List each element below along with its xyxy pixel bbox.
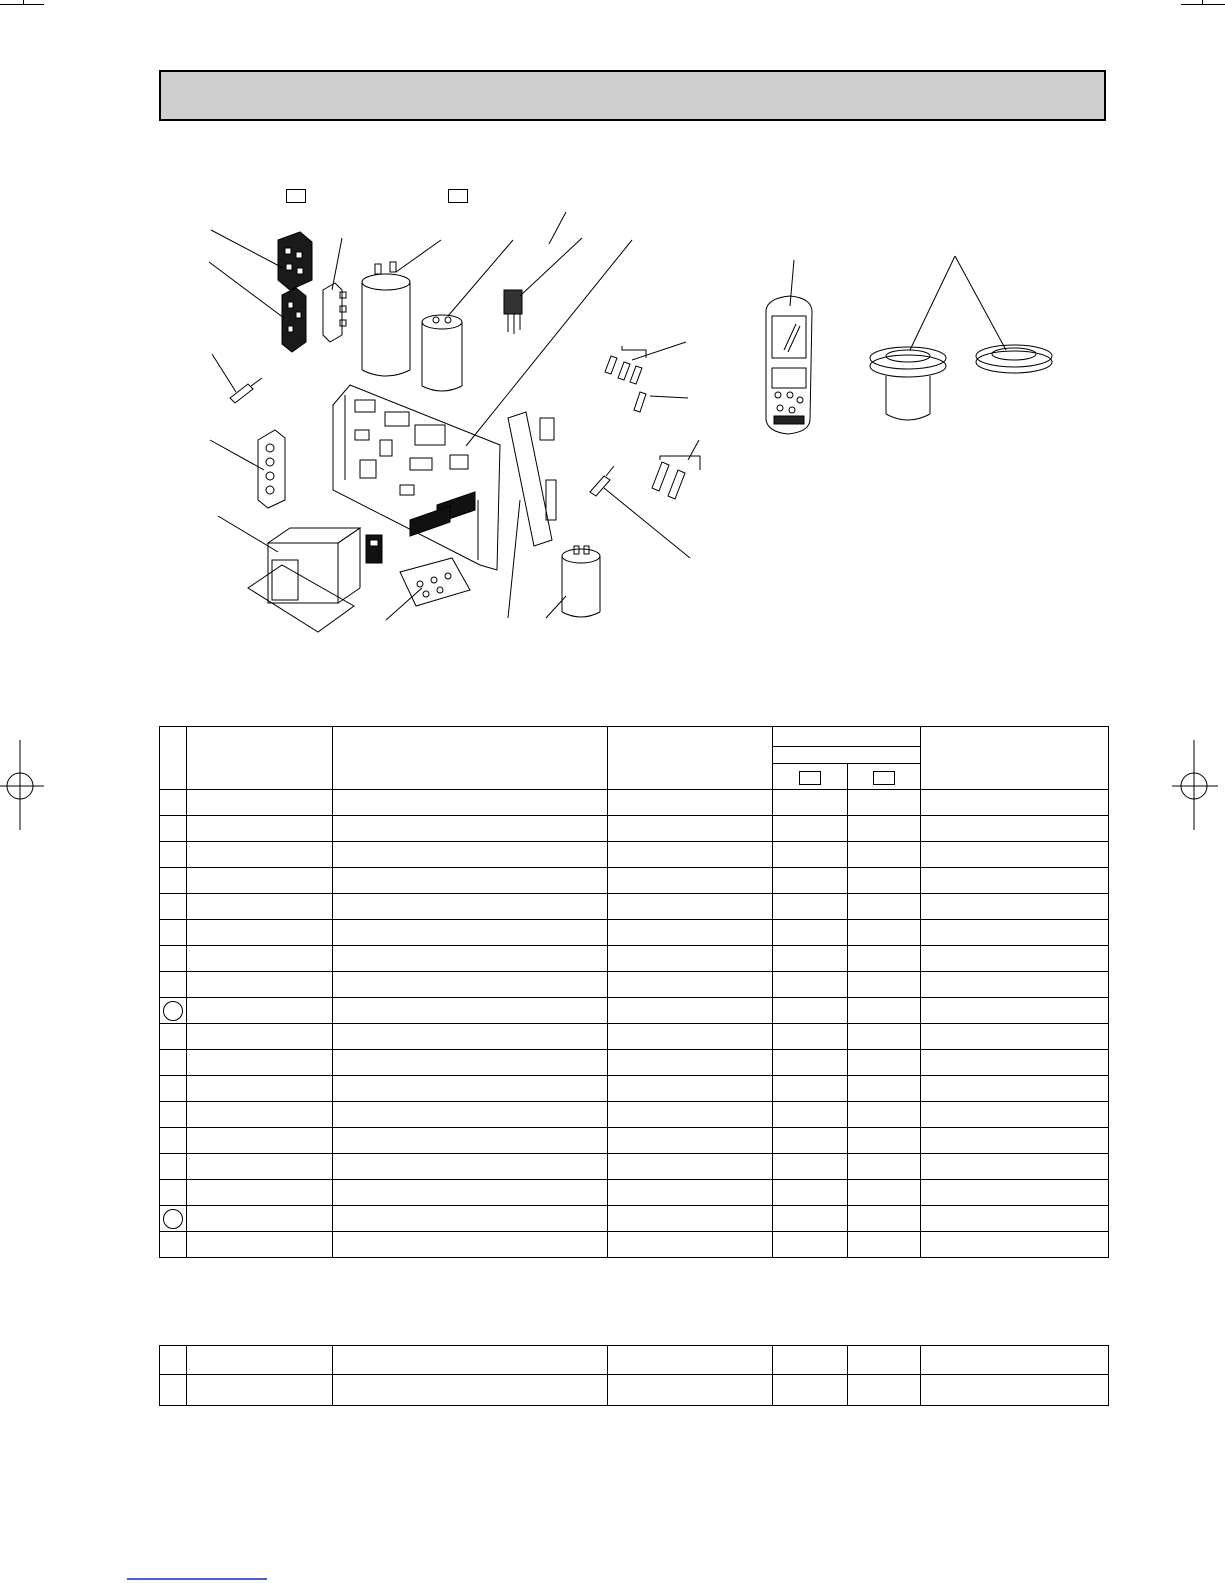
table-row (160, 816, 1109, 842)
table-cell (848, 1050, 921, 1076)
table-cell (608, 1050, 773, 1076)
table-cell (333, 946, 608, 972)
foot-pad-1-illustration (870, 347, 946, 420)
table-cell (921, 1050, 1109, 1076)
table-cell (187, 1024, 333, 1050)
table-cell (921, 1180, 1109, 1206)
table-cell (848, 1206, 921, 1232)
table-cell (608, 1128, 773, 1154)
table-cell (160, 1050, 187, 1076)
table-cell (848, 1375, 921, 1406)
table-cell (921, 1346, 1109, 1375)
table-cell (187, 1206, 333, 1232)
table-cell (333, 790, 608, 816)
header-cell-part-no (608, 727, 773, 790)
table-header-row-1 (160, 727, 1109, 747)
table-cell (608, 842, 773, 868)
table-cell (608, 1346, 773, 1375)
table-cell (160, 1076, 187, 1102)
table-row (160, 920, 1109, 946)
table-cell (921, 920, 1109, 946)
table-cell (333, 1232, 608, 1258)
table-cell (333, 1206, 608, 1232)
table-cell (160, 816, 187, 842)
table-cell (848, 1346, 921, 1375)
table-cell (608, 1102, 773, 1128)
table-cell (921, 1024, 1109, 1050)
table-cell (160, 972, 187, 998)
table-cell (848, 1102, 921, 1128)
leader-relay-1 (211, 230, 283, 268)
leader-control-pcb (466, 240, 632, 446)
table-row (160, 1346, 1109, 1375)
table-cell (848, 894, 921, 920)
leader-sub-pcb (508, 500, 520, 618)
table-cell (773, 868, 848, 894)
control-pcb-illustration (333, 385, 500, 570)
table-cell (187, 946, 333, 972)
table-cell (773, 1024, 848, 1050)
table-cell (187, 998, 333, 1024)
table-cell (333, 1076, 608, 1102)
table-cell (187, 1232, 333, 1258)
leader-fuse-set-2 (650, 396, 688, 398)
table-cell (921, 1076, 1109, 1102)
remote-controller-illustration (766, 296, 812, 434)
table-cell (608, 1180, 773, 1206)
table-cell (333, 894, 608, 920)
table-cell (773, 1206, 848, 1232)
table-cell (187, 790, 333, 816)
table-cell (848, 1128, 921, 1154)
capacitor-large-illustration (362, 262, 410, 376)
table-cell (773, 998, 848, 1024)
leader-foot-pad-1 (910, 256, 955, 350)
fuse-set-2-illustration (634, 392, 646, 412)
table-cell (921, 1128, 1109, 1154)
table-cell (773, 1346, 848, 1375)
leader-transformer (218, 516, 278, 552)
table-row (160, 1180, 1109, 1206)
table-cell (773, 1076, 848, 1102)
header-cell-no (160, 727, 187, 790)
model-box-1 (799, 771, 821, 785)
table-row (160, 1024, 1109, 1050)
table-cell (333, 816, 608, 842)
table-cell (608, 920, 773, 946)
table-cell (921, 868, 1109, 894)
table-cell (333, 1102, 608, 1128)
table-cell (921, 790, 1109, 816)
fuse-set-3-illustration (652, 456, 700, 499)
foot-pad-2-illustration (976, 345, 1052, 373)
table-cell (921, 1102, 1109, 1128)
table-cell (187, 1375, 333, 1406)
table-cell (160, 1232, 187, 1258)
table-cell (333, 1180, 608, 1206)
header-cell-symbol (187, 727, 333, 790)
table-row (160, 1102, 1109, 1128)
table-cell (848, 1154, 921, 1180)
table-cell (773, 816, 848, 842)
table-cell (187, 894, 333, 920)
table-cell (187, 1346, 333, 1375)
table-cell (848, 972, 921, 998)
table-row (160, 1206, 1109, 1232)
table-cell (921, 998, 1109, 1024)
table-row (160, 1375, 1109, 1406)
table-cell (608, 998, 773, 1024)
table-cell (608, 1375, 773, 1406)
fuse-set-1-illustration (605, 346, 646, 384)
thermistor-illustration (590, 466, 614, 496)
table-cell (160, 894, 187, 920)
table-cell (921, 816, 1109, 842)
safety-mark-icon (163, 1001, 183, 1021)
switch-module-illustration (504, 290, 522, 334)
table-row (160, 998, 1109, 1024)
table-cell (608, 868, 773, 894)
table-row (160, 868, 1109, 894)
table-cell (773, 920, 848, 946)
table-row (160, 1154, 1109, 1180)
table-cell (608, 1024, 773, 1050)
header-cell-remarks (921, 727, 1109, 790)
table-cell (160, 1128, 187, 1154)
table-cell (921, 1375, 1109, 1406)
table-cell (333, 868, 608, 894)
table-cell (921, 894, 1109, 920)
header-cell-model-2 (848, 764, 921, 790)
table-cell (187, 842, 333, 868)
table-cell (333, 1154, 608, 1180)
table-cell (608, 1076, 773, 1102)
table-cell (848, 1232, 921, 1258)
footer-link-line (127, 1578, 267, 1580)
leader-foot-pad-2 (955, 256, 1006, 350)
relay-1-illustration (278, 232, 312, 290)
table-cell (608, 790, 773, 816)
table-cell (773, 946, 848, 972)
header-cell-model-1 (773, 764, 848, 790)
relay-small-illustration (366, 535, 382, 563)
table-cell (333, 1375, 608, 1406)
table-cell (187, 816, 333, 842)
table-cell (848, 1180, 921, 1206)
table-cell (848, 842, 921, 868)
table-cell (187, 1128, 333, 1154)
table-cell (848, 920, 921, 946)
leader-thermistor (604, 488, 690, 558)
table-cell (848, 790, 921, 816)
accessory-table-body (160, 1346, 1109, 1406)
table-cell (921, 946, 1109, 972)
table-cell (333, 1346, 608, 1375)
relay-2-illustration (282, 288, 306, 352)
table-row (160, 1128, 1109, 1154)
table-cell (187, 972, 333, 998)
table-cell (333, 1050, 608, 1076)
table-row (160, 972, 1109, 998)
table-cell (608, 816, 773, 842)
table-cell (921, 972, 1109, 998)
table-cell (160, 1206, 187, 1232)
table-row (160, 1232, 1109, 1258)
table-cell (773, 972, 848, 998)
table-row (160, 842, 1109, 868)
parts-list-table (159, 726, 1109, 1258)
table-cell (333, 972, 608, 998)
table-cell (848, 946, 921, 972)
table-cell (333, 1024, 608, 1050)
table-cell (773, 1128, 848, 1154)
leader-terminal-strip (332, 238, 342, 290)
leader-capacitor-medium (448, 240, 513, 316)
table-cell (921, 1206, 1109, 1232)
table-cell (333, 998, 608, 1024)
table-cell (160, 1102, 187, 1128)
table-cell (608, 946, 773, 972)
header-cell-part-name (333, 727, 608, 790)
table-cell (773, 842, 848, 868)
table-cell (921, 842, 1109, 868)
table-cell (921, 1154, 1109, 1180)
table-row (160, 1050, 1109, 1076)
accessory-table (159, 1345, 1109, 1406)
leader-relay-2 (209, 262, 284, 318)
table-cell (773, 1102, 848, 1128)
table-row (160, 946, 1109, 972)
table-cell (773, 790, 848, 816)
table-row (160, 1076, 1109, 1102)
table-cell (848, 868, 921, 894)
leader-remote-controller (790, 260, 794, 306)
table-cell (187, 868, 333, 894)
leader-thermistor-left (212, 354, 236, 392)
table-cell (160, 1375, 187, 1406)
table-cell (921, 1232, 1109, 1258)
table-cell (160, 842, 187, 868)
capacitor-small-illustration (562, 546, 600, 617)
table-cell (608, 1154, 773, 1180)
table-cell (160, 998, 187, 1024)
table-cell (333, 842, 608, 868)
table-cell (608, 1232, 773, 1258)
header-cell-quantity-group (773, 727, 921, 747)
leader-connector (386, 588, 422, 620)
table-cell (160, 920, 187, 946)
table-cell (160, 1346, 187, 1375)
table-row (160, 894, 1109, 920)
header-cell-quantity-sub (773, 747, 921, 764)
leader-terminal-block (210, 440, 264, 470)
table-cell (187, 920, 333, 946)
table-cell (160, 1024, 187, 1050)
table-cell (160, 868, 187, 894)
capacitor-medium-illustration (422, 315, 462, 391)
parts-table-body (160, 790, 1109, 1258)
leader-capacitor-large (396, 240, 441, 272)
table-cell (187, 1050, 333, 1076)
leader-switch (520, 238, 582, 296)
table-cell (187, 1076, 333, 1102)
table-cell (848, 816, 921, 842)
table-cell (160, 1180, 187, 1206)
table-cell (848, 998, 921, 1024)
leader-fuse-set-3 (688, 440, 699, 460)
leader-switch-top (549, 212, 566, 244)
table-cell (773, 894, 848, 920)
table-cell (608, 1206, 773, 1232)
table-cell (608, 894, 773, 920)
table-cell (773, 1375, 848, 1406)
table-cell (333, 920, 608, 946)
leader-capacitor-small (546, 596, 566, 618)
table-cell (608, 972, 773, 998)
table-cell (160, 946, 187, 972)
table-cell (773, 1154, 848, 1180)
table-cell (773, 1232, 848, 1258)
table-cell (333, 1128, 608, 1154)
table-cell (848, 1024, 921, 1050)
table-cell (160, 1154, 187, 1180)
terminal-strip-illustration (323, 283, 346, 342)
sub-pcb-illustration (508, 412, 556, 546)
table-row (160, 790, 1109, 816)
table-cell (773, 1050, 848, 1076)
table-cell (160, 790, 187, 816)
leader-fuse-set-1 (632, 342, 686, 360)
table-cell (187, 1102, 333, 1128)
table-cell (848, 1076, 921, 1102)
model-box-2 (873, 771, 895, 785)
safety-mark-icon (163, 1209, 183, 1229)
table-cell (773, 1180, 848, 1206)
table-cell (187, 1180, 333, 1206)
table-cell (187, 1154, 333, 1180)
